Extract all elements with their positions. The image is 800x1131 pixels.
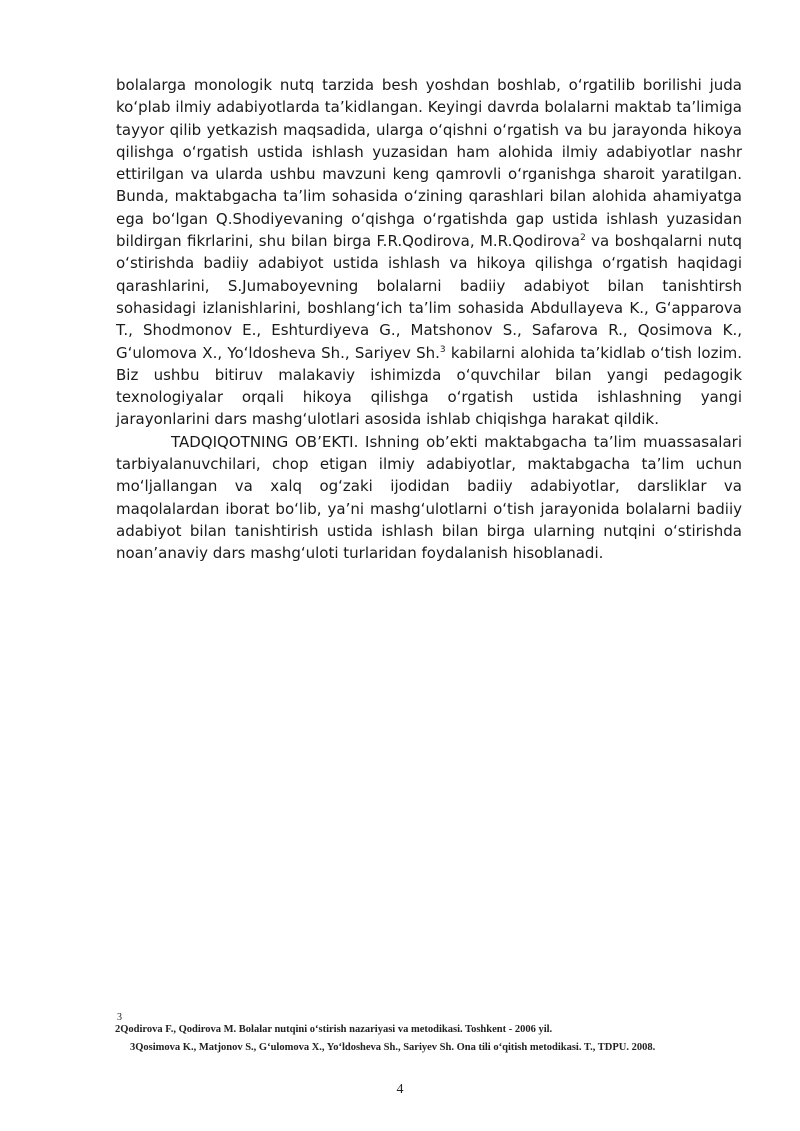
main-text — [116, 74, 742, 565]
footnote-ref-2: 2 — [580, 233, 586, 244]
paragraph-1-part-a: bolalarga monologik nutq tarzida besh yoshdan boshlab, oʻrgatilib borilishi juda koʻplab ilmiy adabiyotlarda taʼkidlangan. Keyingi davrda bolalarni maktab taʼlimiga tayyor qilib yetkazish maqsadida, ularga oʻqishni oʻrgatish va bu jarayonda hikoya qilishga oʻrgatish ustida ishlash yuzasidan ham alohida ilmiy adabiyotlar nashr ettirilgan va ularda ushbu mavzuni keng qamrovli oʻrganishga sharoit yaratilgan. Bunda, maktabgacha taʼlim sohasida oʻzining qarashlari bilan alohida ahamiyatga ega boʻlgan Q.Shodiyevaning oʻqishga oʻrgatishda gap ustida ishlash yuzasidan bildirgan fikrlarini, shu bilan birga F.R.Qodirova, M.R.Qodirova — [116, 76, 742, 251]
paragraph-1-part-b: va boshqalarni nutq oʻstirishda badiiy adabiyot ustida ishlash va hikoya qilishga oʻrgatish haqidagi qarashlarini, S.Jumaboyevning bolalarni badiiy adabiyot bilan tanishtirsh sohasidagi izlanishlarini, boshlangʻich taʼlim sohasida Abdullayeva K., Gʻapparova T., Shodmonov E., Eshturdiyeva G., Matshonov S., Safarova R., Qosimova K., Gʻulomova X., Yoʻldosheva Sh., Sariyev Sh. — [116, 232, 742, 362]
footnote-2: 2Qodirova F., Qodirova M. Bolalar nutqini oʻstirish nazariyasi va metodikasi. Toshkent - 2006 yil. — [115, 1024, 553, 1035]
paragraph-2: TADQIQOTNING OBʼEKTI. Ishning obʼekti maktabgacha taʼlim muassasalari tarbiyalanuvchilari, chop etigan ilmiy adabiyotlar, maktabgacha taʼlim uchun moʻljallangan va xalq ogʻzaki ijodidan badiiy adabiyotlar, darsliklar va maqolalardan iborat boʻlib, yaʼni mashgʻulotlarni oʻtish jarayonida bolalarni badiiy adabiyot bilan tanishtirish ustida ishlash bilan birga ularning nutqini oʻstirishda noanʼanaviy dars mashgʻuloti turlaridan foydalanish hisoblanadi. — [116, 432, 742, 563]
footnote-marker: 3 — [117, 1012, 122, 1023]
paragraph-1 — [116, 74, 742, 431]
page-number: 4 — [396, 1082, 404, 1097]
footnote-3: 3Qosimova K., Matjonov S., Gʻulomova X., Yoʻldosheva Sh., Sariyev Sh. Ona tili oʻqitish metodikasi. T., TDPU. 2008. — [130, 1042, 656, 1053]
footnote-ref-3: 3 — [439, 344, 446, 355]
paragraph-1-part-c: kabilarni alohida taʼkidlab oʻtish lozim. Biz ushbu bitiruv malakaviy ishimizda oʻquvchilar bilan yangi pedagogik texnologiyalar orqali hikoya qilishga oʻrgatish ustida ishlashning yangi jarayonlarini dars mashgʻulotlari asosida ishlab chiqishga harakat qildik. — [116, 343, 743, 429]
